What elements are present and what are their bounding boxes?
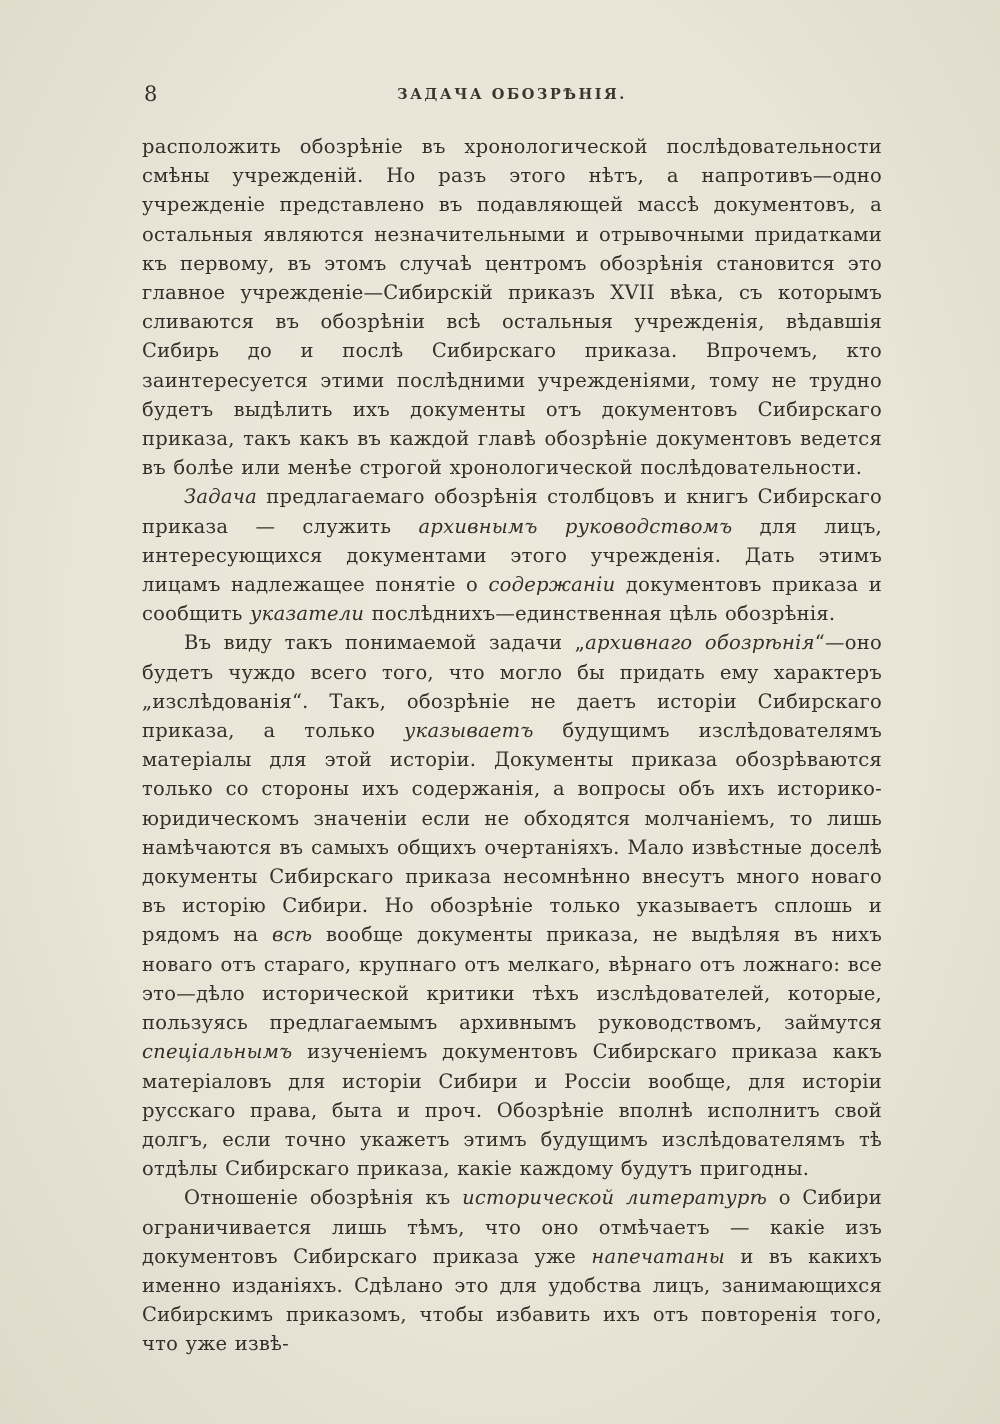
paragraph [142, 482, 882, 628]
paragraph [142, 1183, 882, 1358]
page-body [142, 132, 882, 1359]
text-run: вообще документы приказа, не выдѣляя въ нихъ новаго отъ стараго, крупнаго отъ мелкаго, вѣрнаго отъ ложнаго: все это—дѣло исторической критики тѣхъ изслѣдователей, которые, пользуясь предлагаемымъ архивнымъ руководствомъ, займутся [142, 923, 883, 1035]
text-run: будущимъ изслѣдователямъ матеріалы для этой исторіи. Документы приказа обозрѣваются только со стороны ихъ содержанія, а вопросы объ ихъ историко-юридическомъ значеніи если не обходятся молчаніемъ, то лишь намѣчаются въ самыхъ общихъ очертаніяхъ. Мало извѣстные доселѣ документы Сибирскаго приказа несомнѣнно внесутъ много новаго въ исторію Сибири. Но обозрѣніе только указываетъ сплошь и рядомъ на [142, 719, 882, 947]
page-header [142, 82, 882, 110]
italic-text-run: указатели [250, 602, 365, 626]
italic-text-run: спеціальнымъ [142, 1040, 293, 1064]
text-run: изученіемъ документовъ Сибирскаго приказа какъ матеріаловъ для исторіи Сибири и Россіи вообще, для исторіи русскаго права, быта и проч. Обозрѣніе вполнѣ исполнитъ свой долгъ, если точно укажетъ этимъ будущимъ изслѣдователямъ тѣ отдѣлы Сибирскаго приказа, какіе каждому будутъ пригодны. [142, 1040, 882, 1181]
italic-text-run: указываетъ [404, 719, 534, 743]
italic-text-run: напечатаны [591, 1244, 726, 1268]
italic-text-run: содержаніи [488, 573, 616, 597]
text-run: “—оно будетъ чуждо всего того, что могло бы придать ему характеръ „изслѣдованія“. Такъ, обозрѣніе не даетъ исторіи Сибирскаго приказа, а только [142, 631, 882, 743]
running-title: ЗАДАЧА ОБОЗРѢНІЯ. [397, 86, 627, 103]
paragraph [142, 132, 882, 482]
text-run: предлагаемаго обозрѣнія столбцовъ и книгъ Сибирскаго приказа — служить [142, 485, 882, 538]
italic-text-run: Задача [184, 485, 258, 509]
text-run: документовъ приказа и сообщить [142, 573, 882, 626]
text-run: Въ виду такъ понимаемой задачи „ [184, 631, 586, 655]
page-number: 8 [144, 82, 159, 106]
text-run: о Сибири ограничивается лишь тѣмъ, что оно отмѣчаетъ — какіе изъ документовъ Сибирскаго приказа уже [142, 1186, 882, 1268]
text-run: для лицъ, интересующихся документами этого учрежденія. Дать этимъ лицамъ надлежащее понятіе о [142, 514, 882, 597]
italic-text-run: всѣ [272, 923, 313, 947]
text-run: и въ какихъ именно изданіяхъ. Сдѣлано это для удобства лицъ, занимающихся Сибирскимъ приказомъ, чтобы избавить ихъ отъ повторенія того, что уже извѣ- [142, 1244, 882, 1356]
paragraph [142, 628, 882, 1183]
text-run: послѣднихъ—единственная цѣль обозрѣнія. [364, 602, 836, 626]
italic-text-run: исторической литературѣ [462, 1186, 768, 1210]
italic-text-run: архивнымъ руководствомъ [418, 514, 733, 538]
italic-text-run: архивнаго обозрѣнія [585, 631, 815, 655]
page-content [142, 82, 882, 1359]
text-run: расположить обозрѣніе въ хронологической послѣдовательности смѣны учрежденій. Но разъ этого нѣтъ, а напротивъ—одно учрежденіе представлено въ подавляющей массѣ документовъ, а остальныя являются незначительными и отрывочными придатками къ первому, въ этомъ случаѣ центромъ обозрѣнія становится это главное учрежденіе—Сибирскій приказъ XVII вѣка, съ которымъ сливаются въ обозрѣніи всѣ остальныя учрежденія, вѣдавшія Сибирь до и послѣ Сибирскаго приказа. Впрочемъ, кто заинтересуется этими послѣдними учрежденіями, тому не трудно будетъ выдѣлить ихъ документы отъ документовъ Сибирскаго приказа, такъ какъ въ каждой главѣ обозрѣніе документовъ ведется въ болѣе или менѣе строгой хронологической послѣдовательности. [142, 135, 882, 480]
text-run: Отношеніе обозрѣнія къ [184, 1186, 463, 1210]
